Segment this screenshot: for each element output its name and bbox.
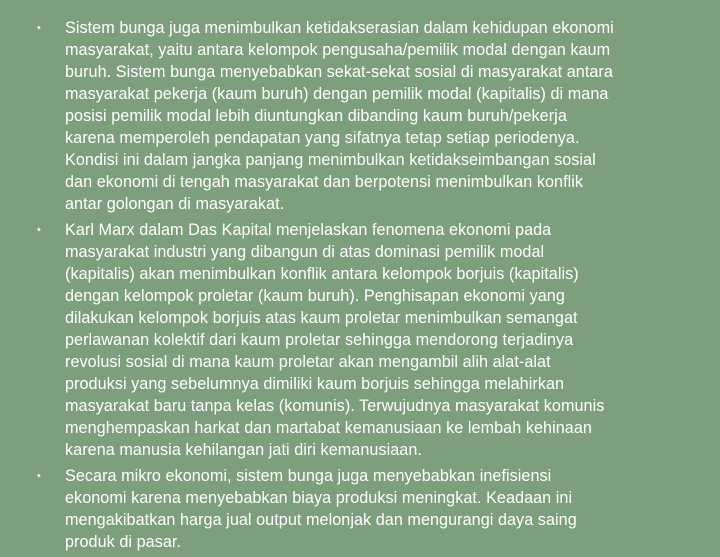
bullet-text: Sistem bunga juga menimbulkan ketidakserasian dalam kehidupan ekonomi masyarakat, yaitu antara kelompok pengusaha/pemilik modal dengan kaum buruh. Sistem bunga menyebabkan sekat-sekat sosial di masyarakat antara masyarakat pekerja (kaum buruh) dengan pemilik modal (kapitalis) di mana posisi pemilik modal lebih diuntungkan dibanding kaum buruh/pekerja karena memperoleh pendapatan yang sifatnya tetap setiap periodenya. Kondisi ini dalam jangka panjang menimbulkan ketidakseimbangan sosial dan ekonomi di tengah masyarakat dan berpotensi menimbulkan konflik antar golongan di masyarakat. [65, 19, 614, 213]
bullet-item-micro-economic-inefficiency [0, 465, 720, 553]
bullet-item-karl-marx-das-kapital [0, 219, 720, 461]
bullet-icon: • [37, 22, 41, 34]
bullet-list [0, 17, 720, 557]
bullet-icon: • [37, 224, 41, 236]
bullet-icon: • [37, 470, 41, 482]
bullet-text: Secara mikro ekonomi, sistem bunga juga menyebabkan inefisiensi ekonomi karena menyebabkan biaya produksi meningkat. Keadaan ini mengakibatkan harga jual output melonjak dan mengurangi daya saing produk di pasar. [65, 467, 577, 551]
bullet-item-interest-social-disharmony [0, 17, 720, 215]
bullet-text: Karl Marx dalam Das Kapital menjelaskan fenomena ekonomi pada masyarakat industri yang dibangun di atas dominasi pemilik modal (kapitalis) akan menimbulkan konflik antara kelompok borjuis (kapitalis) dengan kelompok proletar (kaum buruh). Penghisapan ekonomi yang dilakukan kelompok borjuis atas kaum proletar menimbulkan semangat perlawanan kolektif dari kaum proletar sehingga mendorong terjadinya revolusi sosial di mana kaum proletar akan mengambil alih alat-alat produksi yang sebelumnya dimiliki kaum borjuis sehingga melahirkan masyarakat baru tanpa kelas (komunis). Terwujudnya masyarakat komunis menghempaskan harkat dan martabat kemanusiaan ke lembah kehinaan karena manusia kehilangan jati diri kemanusiaan. [65, 221, 605, 459]
